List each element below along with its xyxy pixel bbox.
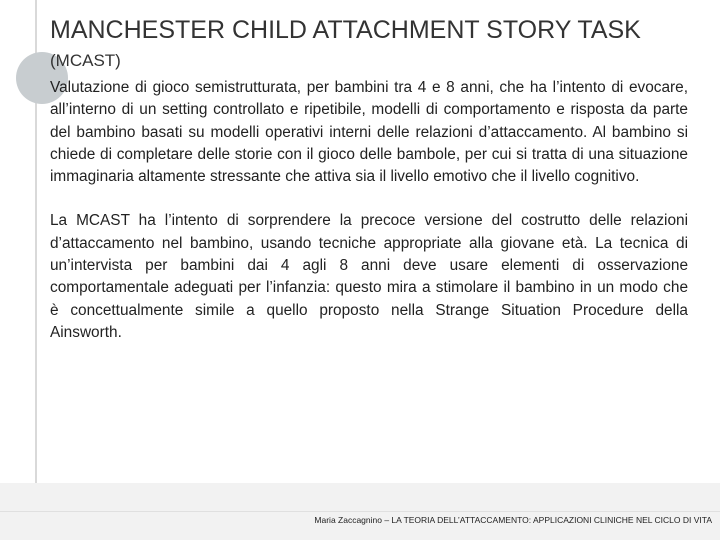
slide-title-abbreviation: (MCAST) — [50, 51, 121, 70]
footer-divider — [0, 511, 720, 512]
slide-title — [50, 16, 710, 75]
slide-title-main: MANCHESTER CHILD ATTACHMENT STORY TASK — [50, 16, 641, 44]
body-paragraph-1: Valutazione di gioco semistrutturata, per bambini tra 4 e 8 anni, che ha l’intento di evocare, all’interno di un setting controllato e ripetibile, modelli di comportamento e risposta da parte del bambino basati su modelli operativi interni delle relazioni d’attaccamento. Al bambino si chiede di completare delle storie con il gioco delle bambole, per cui si tratta di una situazione immaginaria altamente stressante che attiva sia il livello emotivo che il livello cognitivo. — [50, 79, 688, 186]
body-paragraph-2: La MCAST ha l’intento di sorprendere la precoce versione del costrutto delle relazioni d’attaccamento nel bambino, usando tecniche appropriate alla giovane età. La tecnica di un’intervista per bambini dai 4 agli 8 anni deve usare elementi di osservazione comportamentale adeguati per l’infanzia: questo mira a stimolare il bambino in un modo che è concettualmente simile a quello proposto nella Strange Situation Procedure della Ainsworth. — [50, 212, 688, 341]
slide-body — [50, 77, 688, 344]
footer-credit: Maria Zaccagnino – LA TEORIA DELL’ATTACCAMENTO: APPLICAZIONI CLINICHE NEL CICLO DI VITA — [314, 515, 712, 525]
